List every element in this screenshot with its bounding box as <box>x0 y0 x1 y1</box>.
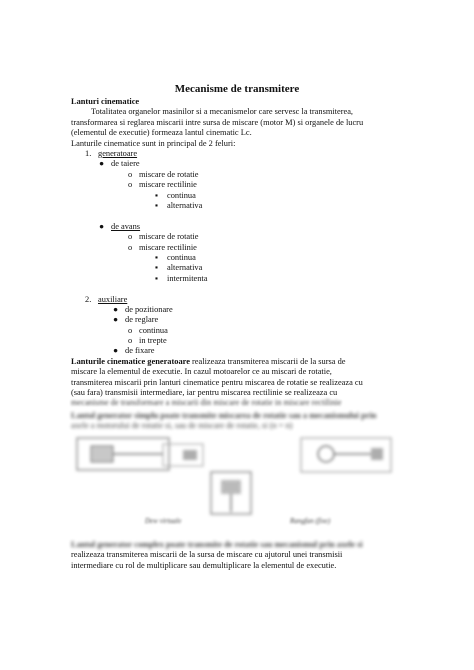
document-body <box>71 97 405 432</box>
mechanism-diagram <box>71 432 405 516</box>
list-item <box>71 315 405 325</box>
bullet-icon: ● <box>113 304 119 314</box>
list-spacer <box>71 284 405 294</box>
intro-line-2: transformarea si reglarea miscarii intre sursa de miscare (motor M) si organele de lucru <box>71 117 364 127</box>
bottom-paragraph <box>71 540 405 571</box>
list-label: generatoare <box>98 149 138 159</box>
list-item <box>71 170 405 180</box>
list-label: miscare rectilinie <box>139 242 197 252</box>
paragraph-line: transmiterea miscarii prin lanturi cinematice pentru miscarea de rotatie se realizeaza cu <box>71 377 363 387</box>
blurred-line: Lantul generator simplu poate transmite miscarea de rotatie sau a mecanismului prin <box>71 410 377 420</box>
list-label: de taiere <box>111 159 140 169</box>
list-label: alternativa <box>167 263 203 273</box>
paragraph-line: realizeaza transmiterea miscarii de la sursa de <box>189 356 346 366</box>
list-item-taiere <box>71 159 405 169</box>
list-label: continua <box>167 190 196 200</box>
circle-bullet-icon: o <box>128 232 133 242</box>
list-item <box>71 336 405 346</box>
circle-bullet-icon: o <box>128 180 133 190</box>
circle-bullet-icon: o <box>128 325 133 335</box>
figure-caption: Rangfan (fixe) <box>290 517 331 525</box>
circle-bullet-icon: o <box>128 242 133 252</box>
list-label: continua <box>139 325 168 335</box>
list-label: continua <box>167 252 196 262</box>
list-item <box>71 346 405 356</box>
blurred-line: mecanisme de transformare a miscarii din miscare de rotatie in miscare rectilinie <box>71 398 342 408</box>
list-label: de reglare <box>125 315 159 325</box>
paragraph-generatoare <box>71 357 405 399</box>
bullet-icon: ● <box>99 159 105 169</box>
list-label: miscare de rotatie <box>139 169 199 179</box>
list-item <box>71 180 405 190</box>
intro-line-1: Totalitatea organelor masinilor si a mecanismelor care servesc la transmiterea, <box>91 107 354 117</box>
square-bullet-icon: ▪ <box>155 190 158 200</box>
square-bullet-icon: ▪ <box>155 263 158 273</box>
circle-bullet-icon: o <box>128 336 133 346</box>
list-item <box>71 263 405 273</box>
paragraph-line: (sau fara) transmisii intermediare, iar pentru miscarea rectilinie se realizeaza cu <box>71 388 338 398</box>
list-label: miscare de rotatie <box>139 232 199 242</box>
list-item-auxiliare <box>71 295 405 305</box>
mechanism-figure <box>71 432 405 516</box>
paragraph-line: intermediare cu rol de multiplicare sau demultiplicare la elementul de executie. <box>71 560 337 570</box>
list-label: intermitenta <box>167 273 208 283</box>
document-title: Mecanisme de transmitere <box>174 83 300 95</box>
list-item-generatoare <box>71 149 405 159</box>
list-label: alternativa <box>167 200 203 210</box>
bullet-icon: ● <box>113 315 119 325</box>
list-item-avans <box>71 222 405 232</box>
list-label: de pozitionare <box>125 304 173 314</box>
list-item <box>71 326 405 336</box>
list-label: in trepte <box>139 336 167 346</box>
list-item <box>71 274 405 284</box>
list-label: auxiliare <box>98 294 128 304</box>
circle-bullet-icon: o <box>128 169 133 179</box>
list-label: de fixare <box>125 346 155 356</box>
figure-caption: Dew virtuale <box>145 517 182 525</box>
list-item <box>71 243 405 253</box>
paragraph-bold-lead: Lanturile cinematice generatoare <box>71 356 190 366</box>
list-item <box>71 232 405 242</box>
intro-line-4: Lanturile cinematice sunt in principal de 2 feluri: <box>71 138 236 148</box>
blurred-line: Lantul generator complex poate transmite de rotatie sau mecanismul prin axele si <box>71 540 363 549</box>
list-item <box>71 191 405 201</box>
list-spacer <box>71 211 405 221</box>
list-item <box>71 253 405 263</box>
bullet-icon: ● <box>113 346 119 356</box>
square-bullet-icon: ▪ <box>155 252 158 262</box>
bullet-icon: ● <box>99 221 105 231</box>
square-bullet-icon: ▪ <box>155 273 158 283</box>
list-item <box>71 305 405 315</box>
list-number: 2. <box>85 294 92 304</box>
square-bullet-icon: ▪ <box>155 200 158 210</box>
list-number: 1. <box>85 149 92 159</box>
list-label: miscare rectilinie <box>139 180 197 190</box>
blurred-line: axele a motorului de rotatie si, sau de miscare de rotatie, si (n = n) <box>71 421 293 431</box>
list-label: de avans <box>111 221 141 231</box>
paragraph-line: miscare la elementul de executie. In cazul motoarelor ce au miscari de rotatie, <box>71 367 332 377</box>
section-heading: Lanturi cinematice <box>71 97 140 106</box>
list-item <box>71 201 405 211</box>
paragraph-line: realizeaza transmiterea miscarii de la sursa de miscare cu ajutorul unei transmisii <box>71 550 343 560</box>
intro-line-3: (elementul de executie) formeaza lantul cinematic Lc. <box>71 128 252 138</box>
